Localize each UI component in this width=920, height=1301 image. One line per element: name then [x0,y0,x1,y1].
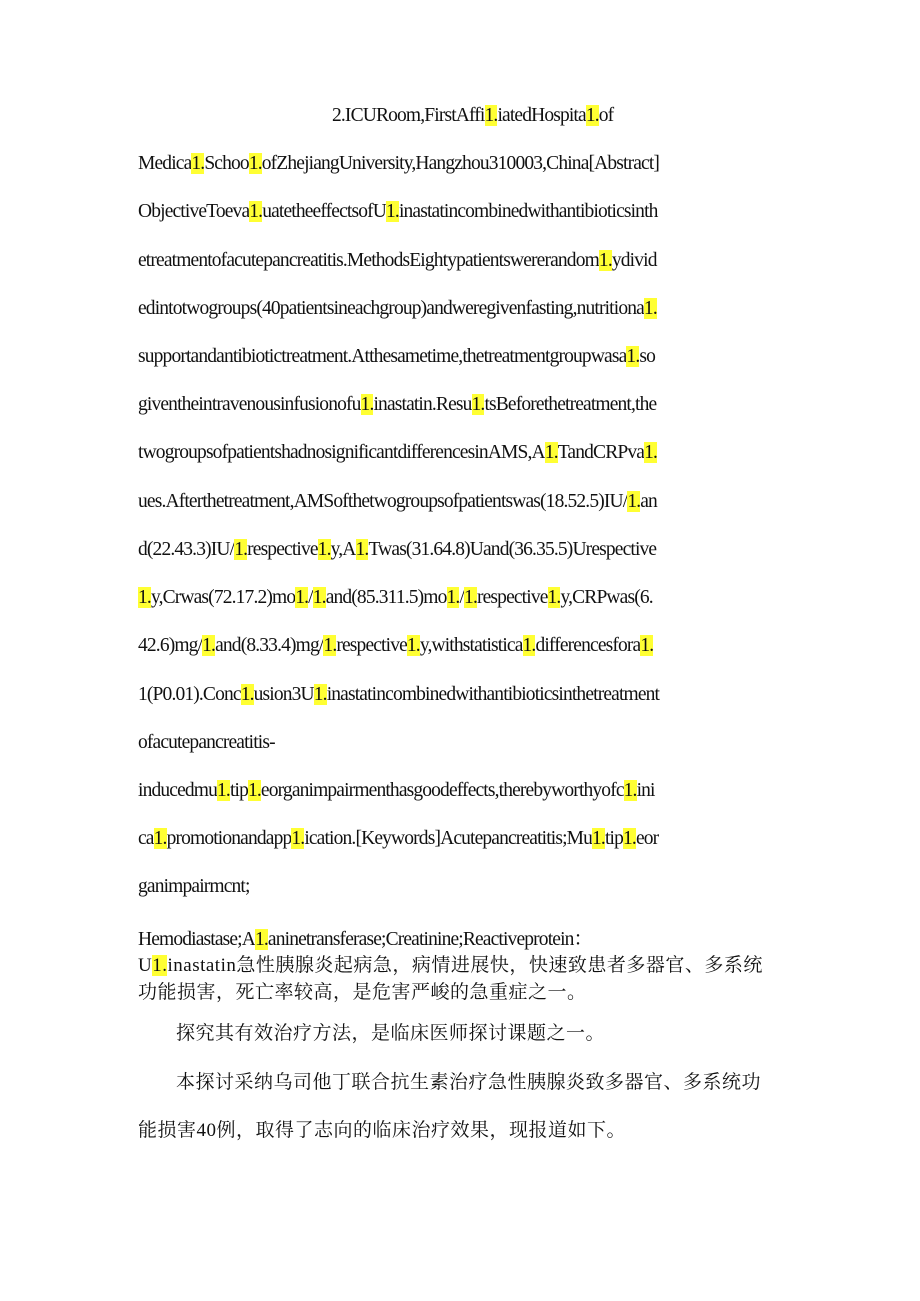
highlight-mark: 1. [249,201,263,222]
text-segment: ofacutepancreatitis- [138,732,275,753]
text-line [138,295,788,323]
highlight-mark: 1. [446,587,460,608]
text-segment: / [459,587,465,608]
highlight-mark: 1. [254,929,268,950]
highlight-mark: 1. [202,635,216,656]
highlight-mark: 1. [626,346,640,367]
text-segment: ofZhejiangUniversity,Hangzhou310003,China[Abstract] [261,153,660,174]
text-segment: respective [476,587,548,608]
text-line [138,536,788,564]
text-segment: eorganimpairmenthasgoodeffects,therebyworthyofc [260,780,624,801]
text-segment: respective [247,539,318,560]
highlight-mark: 1. [355,539,369,560]
text-segment: d(22.43.3)IU/ [138,539,235,560]
text-line [138,198,788,226]
text-segment: ues.Afterthetreatment,AMSofthetwogroupsofpatientswas(18.52.5)IU/ [138,491,628,512]
text-segment: differencesfora [535,635,641,656]
highlight-mark: 1. [153,828,167,849]
text-line [138,584,788,612]
highlight-mark: 1. [623,780,637,801]
text-segment: aninetransferase;Creatinine;Reactiveprotein： [267,929,593,950]
text-line [138,952,788,980]
text-segment: and(85.311.5)mo [325,587,447,608]
highlight-mark: 1. [234,539,248,560]
highlight-mark: 1. [152,955,168,976]
text-line [138,729,788,757]
highlight-mark: 1. [640,635,654,656]
text-segment: y,A [330,539,356,560]
text-segment: tsBeforethetreatment,the [484,394,657,415]
text-line [138,825,788,853]
highlight-mark: 1. [295,587,309,608]
text-segment: ca [138,828,154,849]
text-segment: uatetheeffectsofU [262,201,386,222]
highlight-mark: 1. [291,828,305,849]
text-line [138,247,788,275]
text-segment: inastatincombinedwithantibioticsinthetreatment [326,684,660,705]
text-segment: inducedmu [138,780,217,801]
text-segment: inastatin急性胰腺炎起病急，病情进展快，快速致患者多器官、多系统 [167,955,763,976]
text-segment: ydivid [611,250,657,271]
highlight-mark: 1. [585,105,599,126]
text-segment: Hemodiastase;A [138,929,255,950]
highlight-mark: 1. [240,684,254,705]
text-segment: ication.[Keywords]Acutepancreatitis;Mu [304,828,593,849]
highlight-mark: 1. [312,587,326,608]
highlight-mark: 1. [138,587,151,608]
highlight-mark: 1. [623,828,636,849]
highlight-mark: 1. [313,684,327,705]
highlight-mark: 1. [406,635,420,656]
text-segment: 探究其有效治疗方法，是临床医师探讨课题之一。 [176,1023,606,1044]
text-segment: respective [336,635,407,656]
text-segment: an [640,491,657,512]
text-segment: y,withstatistica [419,635,523,656]
text-segment: / [308,587,313,608]
text-line [138,777,788,805]
text-segment: ini [636,780,655,801]
text-segment: 本探讨采纳乌司他丁联合抗生素治疗急性胰腺炎致多器官、多系统功 [176,1072,762,1093]
text-segment: ObjectiveToeva [138,201,250,222]
text-segment: 功能损害，死亡率较高，是危害严峻的急重症之一。 [138,982,587,1003]
text-segment: promotionandapp [166,828,292,849]
text-segment: U [138,955,153,976]
text-segment: Twas(31.64.8)Uand(36.35.5)Urespective [368,539,657,560]
text-segment: supportandantibiotictreatment.Atthesametime,thetreatmentgroupwasa [138,346,627,367]
text-segment: 2.ICURoom,FirstAffi [332,105,485,126]
text-line [138,343,788,371]
text-segment: of [598,105,614,126]
text-line [176,1020,826,1048]
text-segment: tip [229,780,248,801]
text-segment: y,CRPwas(6. [560,587,653,608]
text-line [138,439,788,467]
highlight-mark: 1. [248,153,262,174]
text-line [138,488,788,516]
text-line [138,1117,788,1145]
highlight-mark: 1. [471,394,485,415]
highlight-mark: 1. [464,587,477,608]
highlight-mark: 1. [643,298,657,319]
text-segment: twogroupsofpatientshadnosignificantdifferencesinAMS,A [138,442,545,463]
text-line [138,926,788,954]
text-segment: 42.6)mg/ [138,635,203,656]
highlight-mark: 1. [217,780,230,801]
highlight-mark: 1. [522,635,536,656]
highlight-mark: 1. [323,635,337,656]
highlight-mark: 1. [360,394,374,415]
text-segment: tip [604,828,624,849]
text-segment: edintotwogroups(40patientsineachgroup)andweregivenfasting,nutritiona [138,298,644,319]
highlight-mark: 1. [544,442,558,463]
text-segment: usion3U [253,684,314,705]
text-segment: Medica [138,153,192,174]
highlight-mark: 1. [386,201,399,222]
highlight-mark: 1. [247,780,261,801]
text-segment: inastatincombinedwithantibioticsinth [398,201,658,222]
text-line [138,391,788,419]
text-segment: 能损害40例，取得了志向的临床治疗效果，现报道如下。 [138,1120,627,1141]
text-segment: so [639,346,655,367]
highlight-mark: 1. [547,587,561,608]
text-segment: Schoo [204,153,249,174]
highlight-mark: 1. [592,828,605,849]
text-segment: inastatin.Resu [373,394,472,415]
text-segment: TandCRPva [557,442,645,463]
text-line [332,102,792,130]
text-segment: eor [635,828,659,849]
text-line [138,873,788,901]
text-line [138,150,788,178]
highlight-mark: 1. [317,539,331,560]
text-segment: giventheintravenousinfusionofu [138,394,361,415]
text-segment: ganimpairmcnt; [138,876,250,897]
text-segment: iatedHospita [497,105,586,126]
text-line [138,681,788,709]
text-line [138,632,788,660]
text-line [176,1069,826,1097]
highlight-mark: 1. [644,442,657,463]
text-segment: 1(P0.01).Conc [138,684,241,705]
text-line [138,979,788,1007]
text-segment: etreatmentofacutepancreatitis.MethodsEightypatientswererandom [138,250,599,271]
highlight-mark: 1. [484,105,498,126]
text-segment: and(8.33.4)mg/ [215,635,324,656]
highlight-mark: 1. [627,491,641,512]
text-segment: y,Crwas(72.17.2)mo [150,587,296,608]
highlight-mark: 1. [598,250,612,271]
highlight-mark: 1. [191,153,205,174]
